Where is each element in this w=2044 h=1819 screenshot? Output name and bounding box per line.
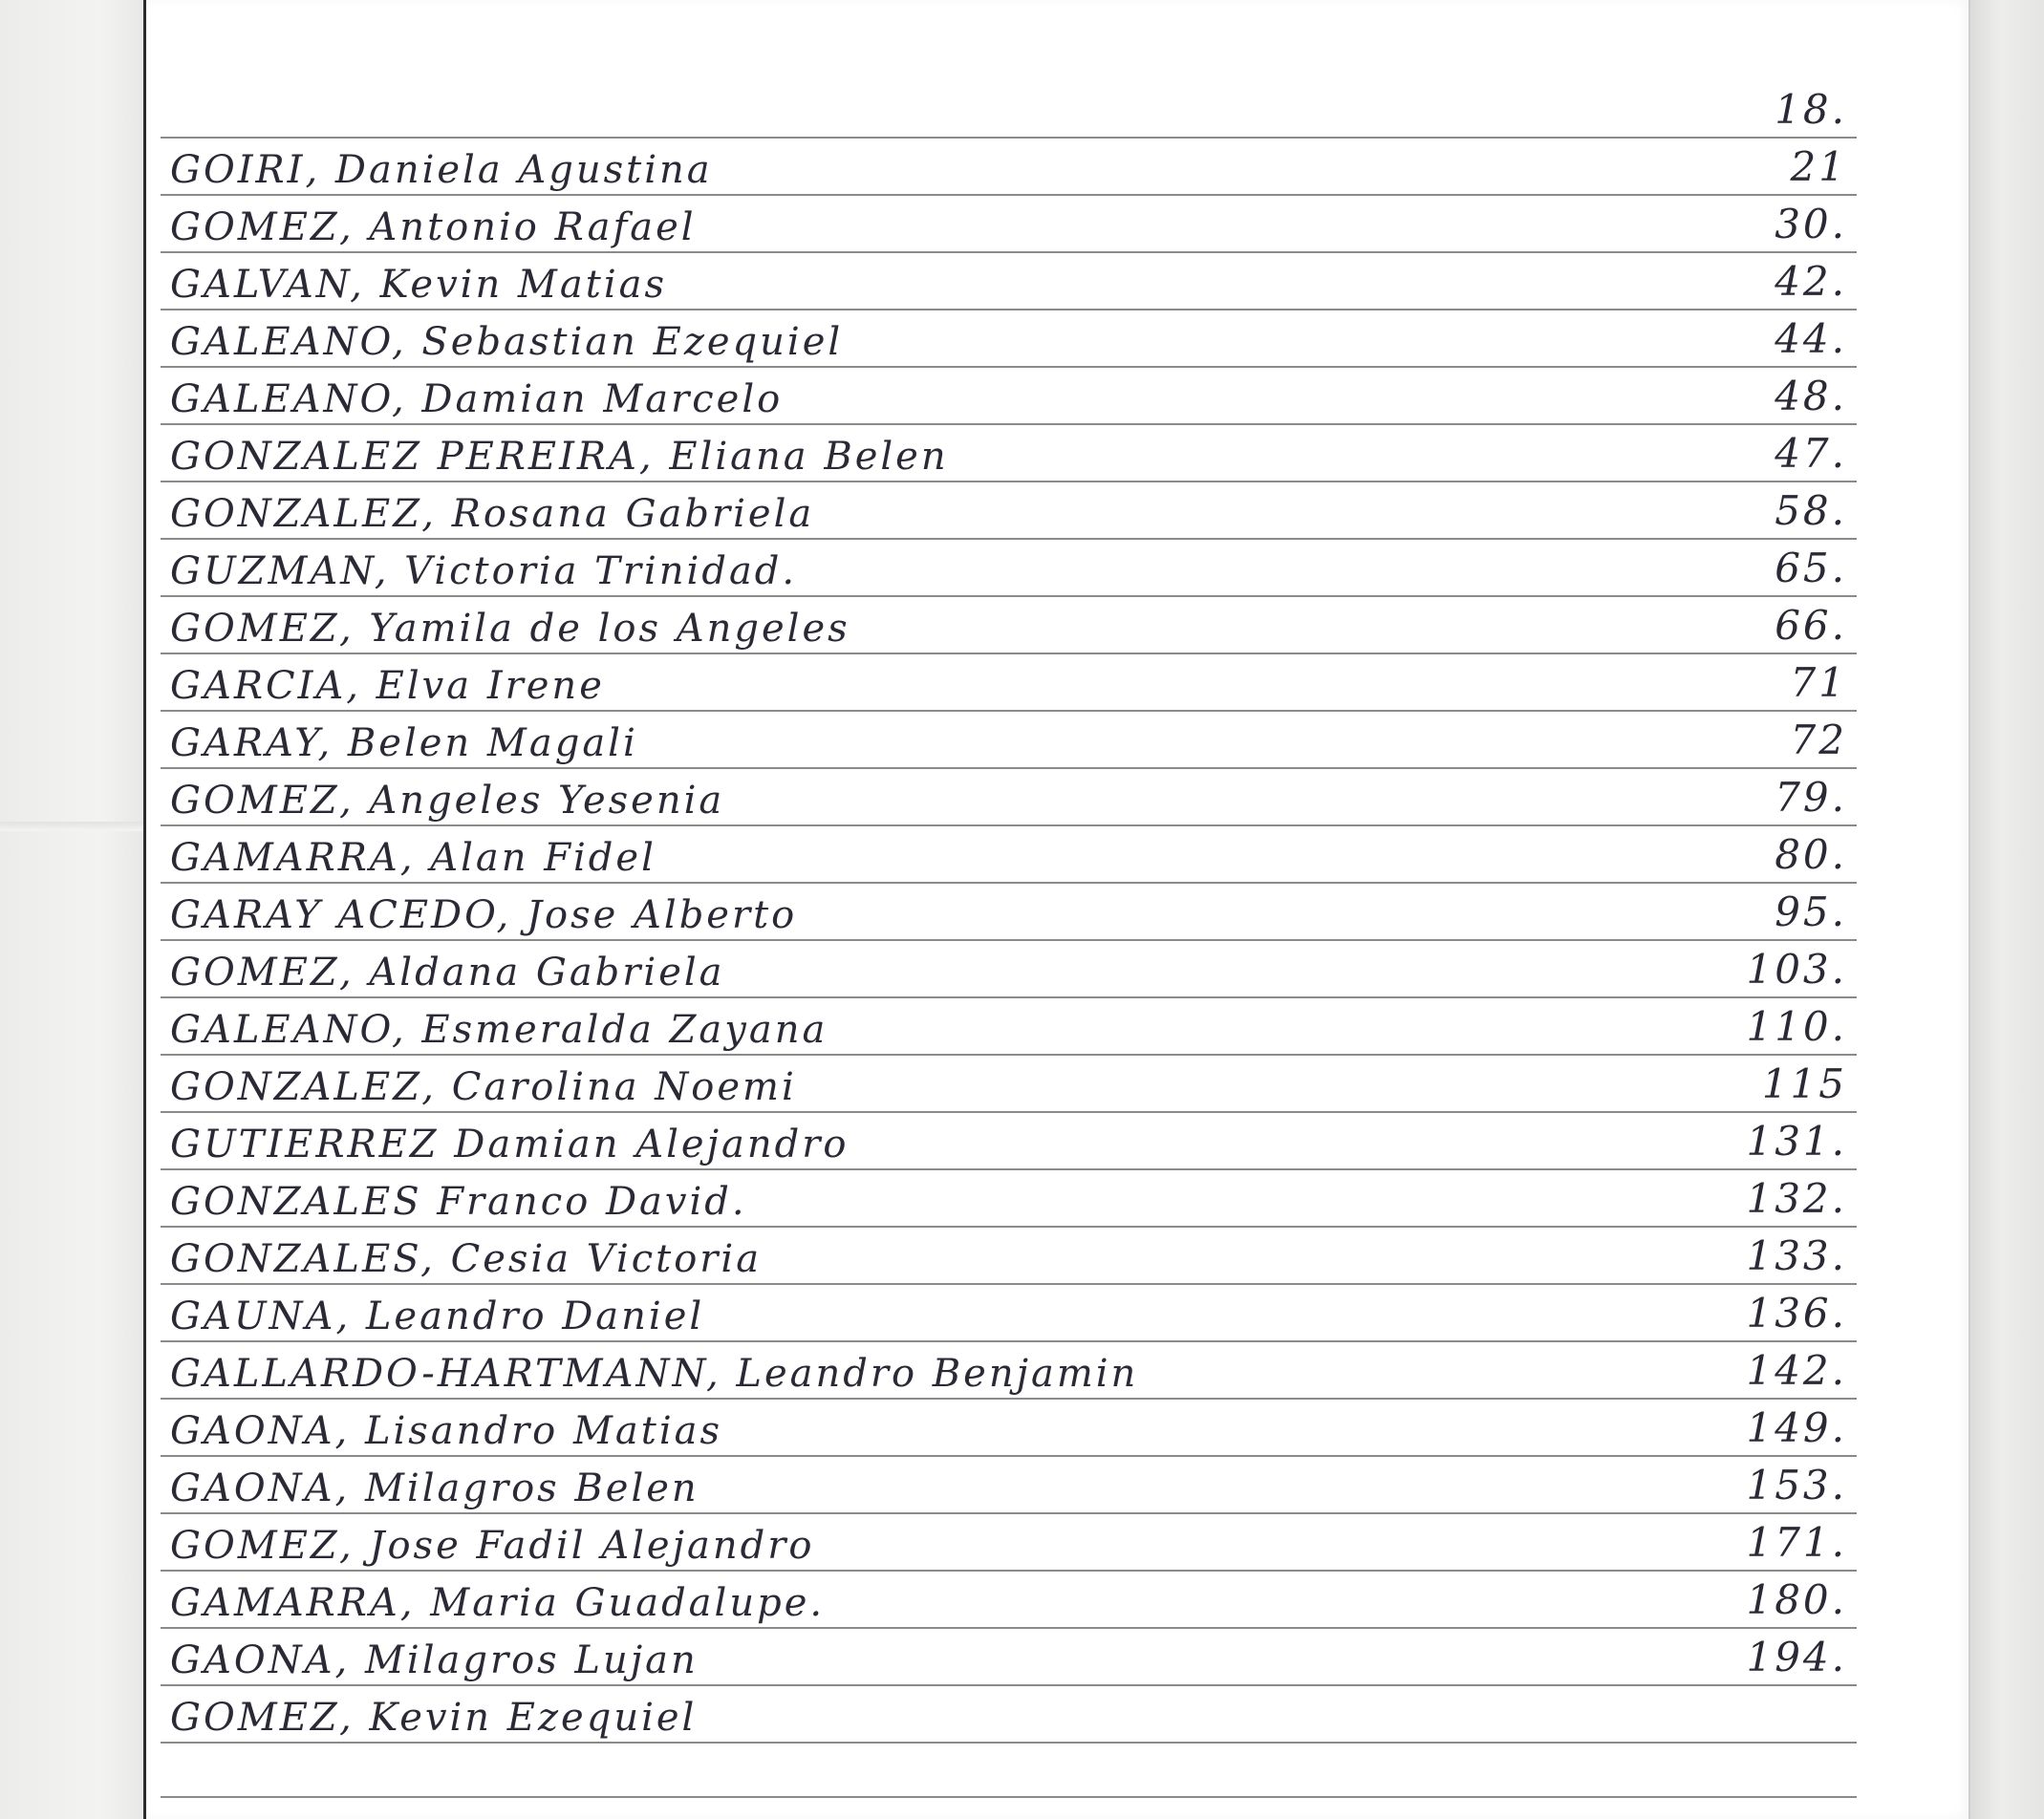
entry-row <box>161 1629 1857 1686</box>
entry-row <box>161 1457 1857 1514</box>
student-name: GAONA, Milagros Belen <box>170 1466 699 1510</box>
student-name: GOMEZ, Yamila de los Angeles <box>170 607 850 651</box>
paper-fold <box>0 822 143 831</box>
entry-row <box>161 1400 1857 1457</box>
entry-row <box>161 941 1857 998</box>
entry-row <box>161 826 1857 884</box>
entry-number: 44. <box>1775 315 1847 362</box>
student-name: GAONA, Milagros Lujan <box>170 1638 699 1682</box>
student-name: GOMEZ, Antonio Rafael <box>170 205 697 249</box>
student-name: GALEANO, Sebastian Ezequiel <box>170 320 844 364</box>
entry-row <box>161 540 1857 597</box>
student-name: GAMARRA, Maria Guadalupe. <box>170 1581 826 1625</box>
entry-number: 180. <box>1746 1576 1847 1623</box>
entry-number: 131. <box>1746 1118 1847 1165</box>
header-row <box>161 81 1857 139</box>
entry-row <box>161 253 1857 310</box>
entry-row <box>161 1572 1857 1629</box>
entry-list <box>146 0 1971 1819</box>
entry-number: 66. <box>1775 602 1847 649</box>
page-right-edge <box>1969 0 2044 1819</box>
entry-row <box>161 1113 1857 1170</box>
student-name: GONZALEZ, Rosana Gabriela <box>170 492 815 536</box>
student-name: GOMEZ, Angeles Yesenia <box>170 779 725 823</box>
entry-number: 133. <box>1746 1232 1847 1279</box>
entry-number: 21 <box>1790 143 1847 190</box>
entry-number: 80. <box>1775 831 1847 878</box>
entry-number: 65. <box>1775 545 1847 591</box>
entry-number: 194. <box>1746 1634 1847 1680</box>
entry-row <box>161 310 1857 368</box>
student-name: GOMEZ, Aldana Gabriela <box>170 951 725 995</box>
entry-number: 71 <box>1790 659 1847 706</box>
student-name: GALEANO, Damian Marcelo <box>170 377 784 421</box>
student-name: GONZALEZ PEREIRA, Eliana Belen <box>170 435 949 479</box>
entry-number: 132. <box>1746 1175 1847 1222</box>
entry-number: 171. <box>1746 1519 1847 1566</box>
entry-row <box>161 769 1857 826</box>
student-name: GUTIERREZ Damian Alejandro <box>170 1123 850 1166</box>
student-name: GOMEZ, Jose Fadil Alejandro <box>170 1524 815 1568</box>
entry-row <box>161 884 1857 941</box>
entry-row <box>161 654 1857 712</box>
student-name: GONZALEZ, Carolina Noemi <box>170 1065 797 1109</box>
entry-row <box>161 1514 1857 1572</box>
student-name: GOMEZ, Kevin Ezequiel <box>170 1696 698 1740</box>
entry-row <box>161 139 1857 196</box>
entry-row <box>161 368 1857 425</box>
entry-number: 18. <box>1775 86 1847 133</box>
entry-number: 136. <box>1746 1290 1847 1337</box>
entry-number: 95. <box>1775 888 1847 935</box>
student-name: GARAY, Belen Magali <box>170 721 638 765</box>
ruled-line <box>161 1742 1857 1744</box>
entry-number: 30. <box>1775 201 1847 247</box>
student-name: GAMARRA, Alan Fidel <box>170 836 656 880</box>
student-name: GARAY ACEDO, Jose Alberto <box>170 893 798 937</box>
entry-row <box>161 482 1857 540</box>
entry-number: 79. <box>1775 774 1847 821</box>
student-name: GONZALES, Cesia Victoria <box>170 1237 763 1281</box>
ruled-line <box>161 1796 1857 1798</box>
entry-row <box>161 597 1857 654</box>
entry-number: 58. <box>1775 487 1847 534</box>
entry-row <box>161 1056 1857 1113</box>
entry-number: 153. <box>1746 1462 1847 1509</box>
entry-row <box>161 998 1857 1056</box>
entry-row <box>161 1228 1857 1285</box>
entry-number: 149. <box>1746 1404 1847 1451</box>
student-name: GALEANO, Esmeralda Zayana <box>170 1008 828 1052</box>
entry-row <box>161 1170 1857 1228</box>
left-margin-paper <box>0 0 143 1819</box>
entry-number: 48. <box>1775 373 1847 419</box>
entry-number: 115 <box>1761 1060 1847 1107</box>
entry-row <box>161 1285 1857 1342</box>
entry-number: 142. <box>1746 1347 1847 1394</box>
entry-row <box>161 1342 1857 1400</box>
student-name: GONZALES Franco David. <box>170 1180 747 1224</box>
student-name: GAONA, Lisandro Matias <box>170 1409 723 1453</box>
student-name: GALLARDO-HARTMANN, Leandro Benjamin <box>170 1352 1139 1396</box>
entry-number: 47. <box>1775 430 1847 477</box>
student-name: GALVAN, Kevin Matias <box>170 263 667 307</box>
entry-row <box>161 712 1857 769</box>
student-name: GAUNA, Leandro Daniel <box>170 1295 705 1338</box>
entry-row <box>161 196 1857 253</box>
entry-number: 42. <box>1775 258 1847 305</box>
entry-number: 103. <box>1746 946 1847 993</box>
entry-row <box>161 425 1857 482</box>
student-name: GARCIA, Elva Irene <box>170 664 605 708</box>
entry-row <box>161 1686 1857 1744</box>
entry-number: 72 <box>1790 717 1847 763</box>
entry-number: 110. <box>1746 1003 1847 1050</box>
student-name: GUZMAN, Victoria Trinidad. <box>170 549 798 593</box>
notebook-page <box>143 0 1971 1819</box>
student-name: GOIRI, Daniela Agustina <box>170 148 713 192</box>
